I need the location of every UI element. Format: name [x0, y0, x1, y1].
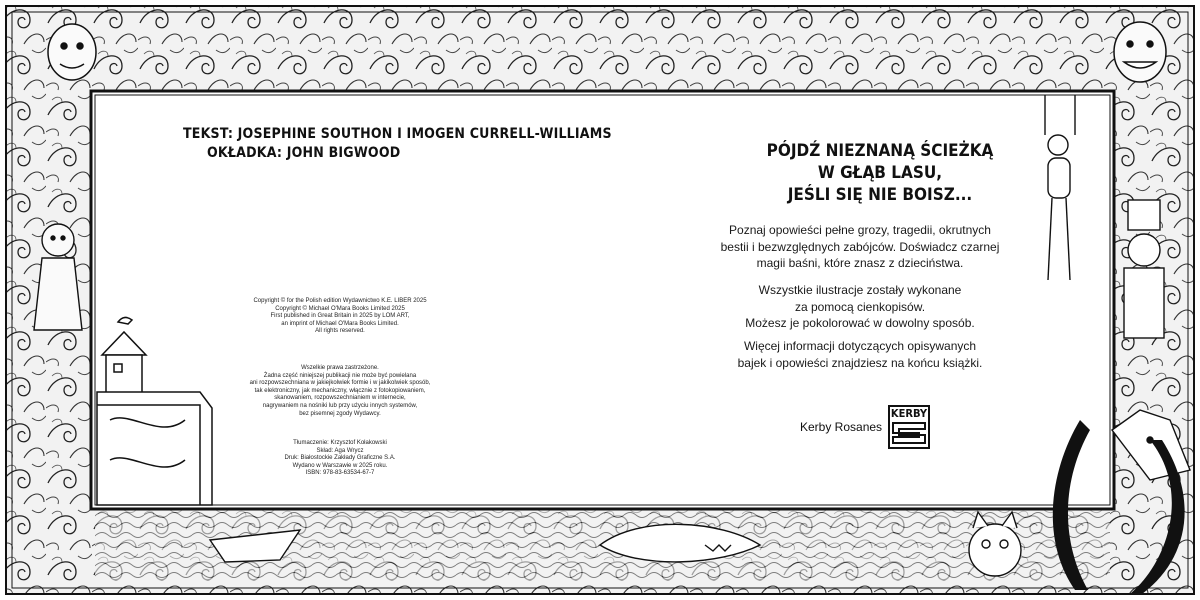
copyright-line: Copyright © Michael O'Mara Books Limited 2025 [275, 305, 405, 312]
translator-line: Tłumaczenie: Krzysztof Kołakowski [293, 440, 387, 446]
credits-text-line: TEKST: JOSEPHINE SOUTHON I IMOGEN CURRELL-WILLIAMS [183, 126, 612, 142]
page-title [760, 140, 1000, 206]
paragraph-line: bajek i opowieści znajdziesz na końcu książki. [737, 355, 983, 370]
illustration-note-paragraph [715, 282, 1005, 332]
rights-line: nagrywaniem na nośniki lub przy użyciu innych systemów, [262, 402, 418, 409]
rights-line: bez pisemnej zgody Wydawcy. [299, 410, 381, 417]
more-info-paragraph [715, 338, 1005, 371]
headline-line: W GŁĄB LASU, [817, 163, 943, 183]
copyright-line: an imprint of Michael O'Mara Books Limited. [281, 320, 399, 327]
dresser-illustration [97, 392, 212, 505]
author-logo [888, 405, 930, 449]
paragraph-line: magii baśni, które znasz z dzieciństwa. [756, 256, 964, 270]
printing-line: Druk: Białostockie Zakłady Graficzne S.A. [284, 455, 396, 462]
copyright-line: Copyright © for the Polish edition Wydawnictwo K.E. LIBER 2025 [253, 298, 427, 304]
copyright-line: First published in Great Britain in 2025 by LOM ART, [270, 313, 410, 320]
typesetting-line: Skład: Aga Wrycz [316, 447, 364, 454]
rights-line: Wszelkie prawa zastrzeżone. [301, 365, 379, 371]
paragraph-line: Wszystkie ilustracje zostały wykonane [758, 283, 962, 297]
paragraph-line: za pomocą cienkopisów. [794, 299, 926, 314]
credits [183, 125, 612, 163]
credits-cover-line: OKŁADKA: JOHN BIGWOOD [207, 145, 401, 161]
grinning-face-illustration [1114, 22, 1166, 82]
publication-line: Wydano w Warszawie w 2025 roku. [292, 462, 388, 469]
paragraph-line: Więcej informacji dotyczących opisywanych [743, 339, 977, 353]
logo-text: KERBY [890, 407, 928, 420]
rights-line: ani rozpowszechniana w jakiejkolwiek formie i w jakikolwiek sposób, [249, 380, 431, 387]
rights-line: skanowaniem, rozpowszechnianiem w internecie, [274, 395, 406, 402]
author-name: Kerby Rosanes [800, 420, 883, 434]
isbn-line: ISBN: 978-83-63534-67-7 [305, 470, 375, 477]
nutcracker-illustration [1124, 200, 1164, 338]
copyright-block [240, 298, 440, 336]
rights-line: Żadna część niniejszej publikacji nie może być powielana [263, 372, 417, 379]
headline-line: PÓJDŹ NIEZNANĄ ŚCIEŻKĄ [766, 141, 994, 161]
rights-line: tak elektroniczny, jak mechaniczny, włącznie z fotokopiowaniem, [254, 387, 426, 394]
intro-paragraph [715, 222, 1005, 272]
copyright-line: All rights reserved. [315, 328, 365, 335]
paragraph-line: Możesz je pokolorować w dowolny sposób. [745, 316, 975, 330]
paragraph-line: bestii i bezwzględnych zabójców. Doświadcz czarnej [720, 239, 1000, 254]
headline-line: JEŚLI SIĘ NIE BOISZ... [787, 185, 973, 205]
paragraph-line: Poznaj opowieści pełne grozy, tragedii, okrutnych [729, 223, 991, 237]
face-illustration [48, 24, 96, 80]
rights-block [240, 365, 440, 418]
colophon-block [240, 440, 440, 478]
